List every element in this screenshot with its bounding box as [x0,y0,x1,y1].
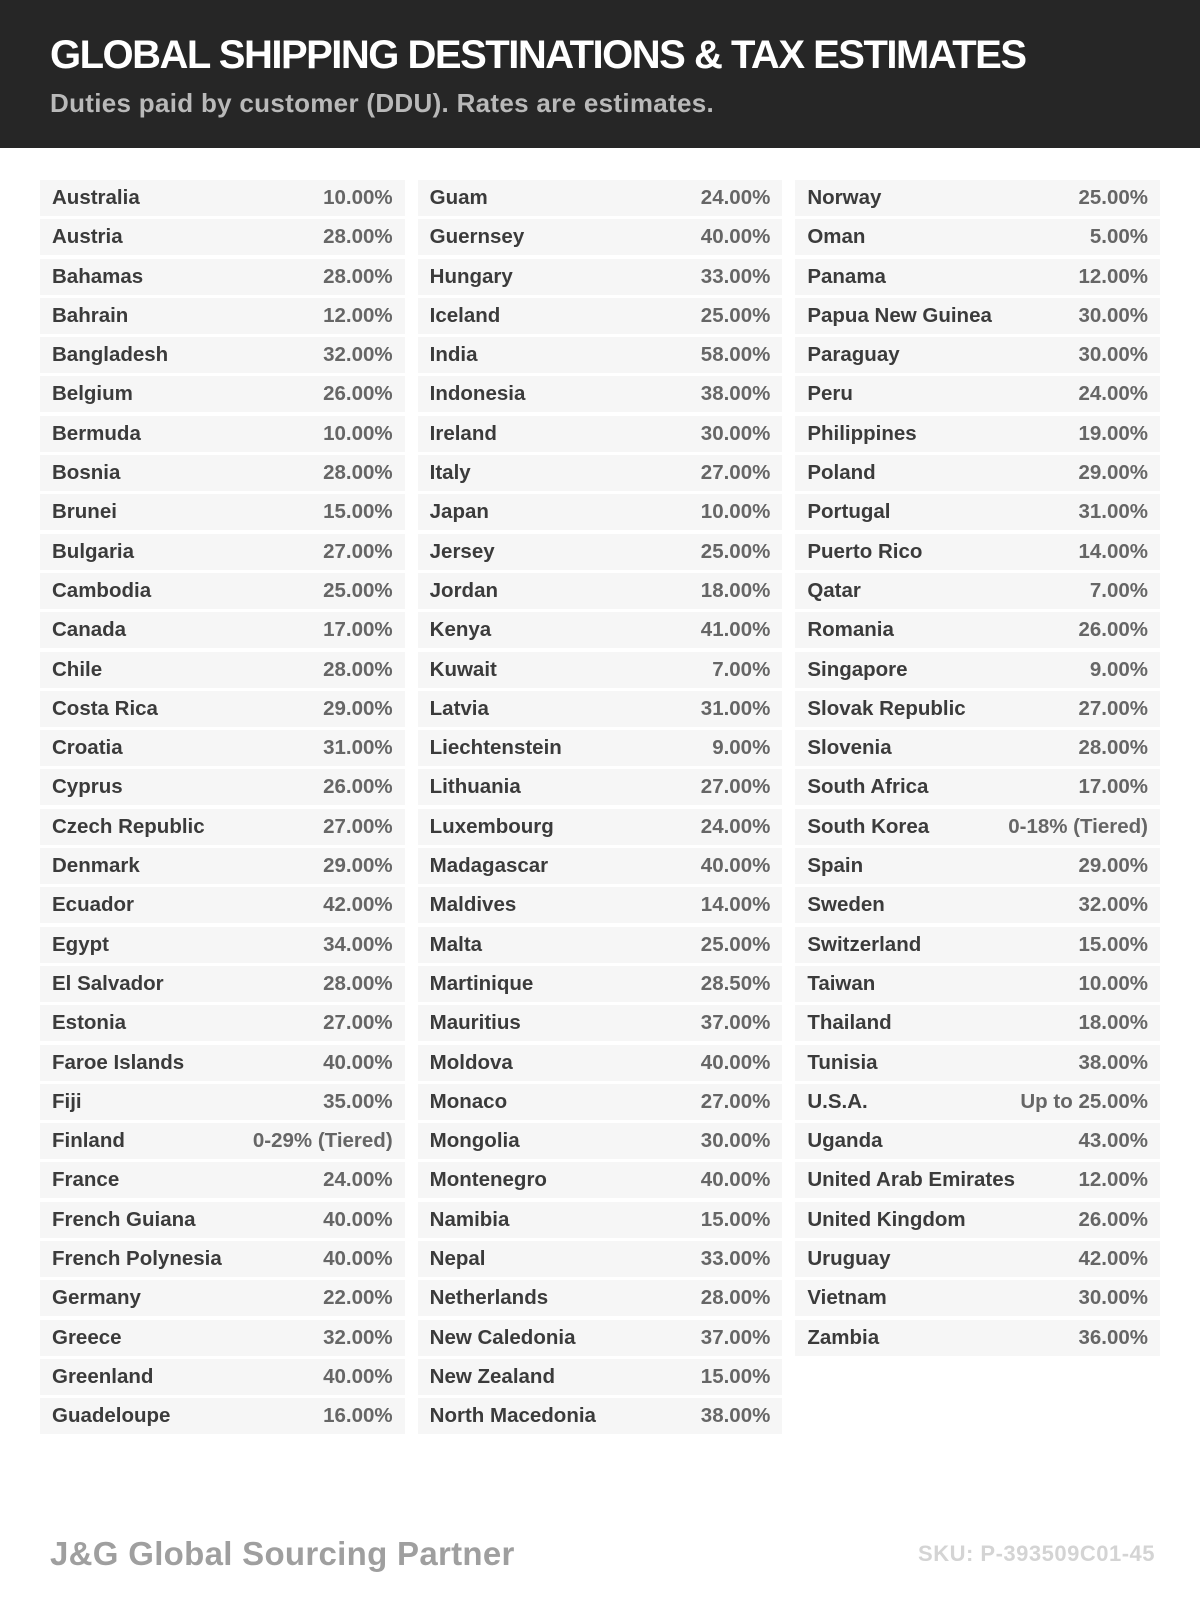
rate-row [795,927,1160,963]
country-name: Namibia [429,1207,510,1231]
country-name: Vietnam [807,1286,887,1310]
country-name: Moldova [429,1050,513,1074]
country-name: Czech Republic [52,814,205,838]
tax-rate: 12.00% [323,303,393,327]
country-name: France [52,1168,120,1192]
country-name: Germany [52,1286,141,1310]
country-name: Belgium [52,382,133,406]
tax-rate: 25.00% [700,303,771,327]
tax-rate: 35.00% [323,1089,393,1113]
tax-rate: 42.00% [1078,1247,1148,1271]
tax-rate: 7.00% [1089,578,1148,602]
tax-rate: 18.00% [1078,1011,1148,1035]
country-name: Mongolia [429,1129,520,1153]
tax-rate: 33.00% [700,1247,771,1271]
country-name: Bahamas [52,264,144,288]
tax-rate: 42.00% [323,893,393,917]
rate-row [795,1320,1160,1356]
rate-row [40,337,405,373]
rate-row [40,691,405,727]
rate-row [418,1359,783,1395]
tax-rate: 29.00% [323,696,393,720]
country-name: Philippines [807,421,917,445]
country-name: Faroe Islands [52,1050,185,1074]
rates-column-third [795,180,1160,1438]
tax-rate: 26.00% [1078,1207,1148,1231]
country-name: Estonia [52,1011,127,1035]
country-name: Ecuador [52,893,135,917]
rate-row [795,1162,1160,1198]
tax-rate: 10.00% [323,186,393,209]
tax-rate: 27.00% [323,814,393,838]
country-name: Monaco [429,1089,508,1113]
country-name: Poland [807,461,876,485]
country-name: Kuwait [429,657,497,681]
country-name: Australia [52,186,140,209]
rate-row [418,416,783,452]
tax-rate: 32.00% [1078,893,1148,917]
rate-row [418,298,783,334]
country-name: Canada [52,618,127,642]
rate-row [40,180,405,216]
country-name: Denmark [52,854,140,878]
country-name: Jordan [429,578,499,602]
country-name: Guernsey [429,225,525,249]
tax-rate: 37.00% [700,1325,771,1349]
tax-rate: 26.00% [323,775,393,799]
country-name: Kenya [429,618,492,642]
rate-row [418,1123,783,1159]
country-name: United Arab Emirates [807,1168,1016,1192]
country-name: Japan [429,500,489,524]
tax-rate: 28.00% [323,461,393,485]
tax-rate: 25.00% [1078,186,1148,209]
tax-rate: 9.00% [1089,657,1148,681]
country-name: Liechtenstein [429,736,562,760]
rate-row [795,652,1160,688]
rate-row [795,730,1160,766]
tax-rate: 14.00% [700,893,771,917]
country-name: Jersey [429,539,495,563]
tax-rate: 26.00% [323,382,393,406]
rate-row [40,652,405,688]
tax-rate: 10.00% [1078,971,1148,995]
country-name: Romania [807,618,894,642]
tax-rate: 27.00% [323,1011,393,1035]
tax-rate: 40.00% [323,1050,393,1074]
rate-row [40,298,405,334]
country-name: Spain [807,854,864,878]
tax-rate: 27.00% [700,775,771,799]
country-name: India [429,343,478,367]
rate-row [418,376,783,412]
country-name: Egypt [52,932,109,956]
rate-row [40,1123,405,1159]
rate-row [795,219,1160,255]
country-name: Finland [52,1129,125,1153]
country-name: Mauritius [429,1011,521,1035]
country-name: Indonesia [429,382,526,406]
rate-row [795,1084,1160,1120]
country-name: Fiji [52,1089,82,1113]
country-name: Martinique [429,971,534,995]
tax-rate: 26.00% [1078,618,1148,642]
rate-row [795,494,1160,530]
rate-row [418,809,783,845]
rate-row [795,691,1160,727]
rate-row [40,534,405,570]
country-name: Lithuania [429,775,521,799]
tax-rate: 40.00% [700,854,771,878]
tax-rate: 22.00% [323,1286,393,1310]
country-name: Guam [429,186,488,209]
rate-row [40,612,405,648]
rate-row [795,573,1160,609]
rates-column-first [40,180,405,1438]
country-name: Austria [52,225,123,249]
tax-rate: 30.00% [1078,343,1148,367]
tax-rate: 25.00% [700,932,771,956]
tax-rate: 24.00% [700,814,771,838]
country-name: New Caledonia [429,1325,576,1349]
country-name: Panama [807,264,886,288]
rate-row [40,1045,405,1081]
country-name: Bahrain [52,303,129,327]
tax-rate: 28.00% [323,971,393,995]
country-name: Ireland [429,421,497,445]
tax-rate: 10.00% [700,500,771,524]
tax-rate: 37.00% [700,1011,771,1035]
tax-rate: 10.00% [323,421,393,445]
tax-rate: 36.00% [1078,1325,1148,1349]
tax-rate: 16.00% [323,1404,393,1428]
rate-row [418,1241,783,1277]
rate-row [418,966,783,1002]
tax-rate: 38.00% [1078,1050,1148,1074]
rate-row [40,416,405,452]
tax-rate: 25.00% [323,578,393,602]
rate-row [418,730,783,766]
country-name: Italy [429,461,471,485]
tax-rate: 38.00% [700,1404,771,1428]
rate-row [795,416,1160,452]
rate-row [418,848,783,884]
country-name: El Salvador [52,971,164,995]
country-name: Sweden [807,893,885,917]
rate-row [40,573,405,609]
rate-row [795,1202,1160,1238]
rate-row [418,494,783,530]
tax-rate: 24.00% [1078,382,1148,406]
tax-rate: 15.00% [700,1364,771,1388]
country-name: Madagascar [429,854,549,878]
tax-rate: 12.00% [1078,1168,1148,1192]
tax-rate: 24.00% [323,1168,393,1192]
rate-row [40,769,405,805]
country-name: South Korea [807,814,930,838]
country-name: Paraguay [807,343,900,367]
rate-row [795,534,1160,570]
rate-row [795,1241,1160,1277]
tax-rate: 32.00% [323,343,393,367]
rate-row [40,1005,405,1041]
rate-row [418,1202,783,1238]
tax-rate: 18.00% [700,578,771,602]
rate-row [40,455,405,491]
country-name: Portugal [807,500,891,524]
rate-row [418,691,783,727]
country-name: Zambia [807,1325,880,1349]
tax-rate: 7.00% [712,657,771,681]
brand-name: J&G Global Sourcing Partner [50,1535,515,1572]
tax-rate: 34.00% [323,932,393,956]
country-name: Qatar [807,578,861,602]
country-name: Slovak Republic [807,696,966,720]
rate-row [418,180,783,216]
rate-row [40,1359,405,1395]
tax-rate: 31.00% [323,736,393,760]
rate-row [418,1398,783,1434]
sku-label: SKU: P-393509C01-45 [918,1541,1155,1566]
country-name: Bosnia [52,461,121,485]
tax-rate: 15.00% [700,1207,771,1231]
country-name: Maldives [429,893,517,917]
country-name: Latvia [429,696,489,720]
rate-row [795,180,1160,216]
tax-rate: 30.00% [700,1129,771,1153]
tax-rate: 58.00% [700,343,771,367]
rate-row [795,1123,1160,1159]
tax-rate: 9.00% [712,736,771,760]
tax-rate: Up to 25.00% [1020,1089,1148,1113]
tax-rate: 29.00% [1078,854,1148,878]
country-name: Cambodia [52,578,152,602]
rate-row [795,1005,1160,1041]
country-name: Malta [429,932,483,956]
page-subtitle: Duties paid by customer (DDU). Rates are estimates. [50,88,715,118]
country-name: French Guiana [52,1207,196,1231]
rate-row [40,1398,405,1434]
country-name: Chile [52,657,103,681]
rates-table [40,180,1160,1438]
country-name: Nepal [429,1247,486,1271]
country-name: Uruguay [807,1247,891,1271]
tax-rate: 28.50% [700,971,771,995]
tax-rate: 31.00% [1078,500,1148,524]
country-name: United Kingdom [807,1207,966,1231]
rate-row [40,1280,405,1316]
tax-rate: 17.00% [1078,775,1148,799]
tax-rate: 40.00% [700,225,771,249]
rate-row [418,259,783,295]
tax-rate: 15.00% [323,500,393,524]
header-banner [0,0,1200,148]
tax-rate: 24.00% [700,186,771,209]
tax-rate: 19.00% [1078,421,1148,445]
rate-row [418,219,783,255]
tax-rate: 40.00% [700,1050,771,1074]
country-name: Papua New Guinea [807,303,992,327]
rate-row [418,1280,783,1316]
page-title: GLOBAL SHIPPING DESTINATIONS & TAX ESTIMATES [50,33,1026,77]
rate-row [795,612,1160,648]
country-name: Bulgaria [52,539,135,563]
country-name: Guadeloupe [52,1404,171,1428]
rate-row [795,887,1160,923]
country-name: Bermuda [52,421,141,445]
country-name: Peru [807,382,853,406]
tax-rate: 30.00% [1078,303,1148,327]
country-name: Netherlands [429,1286,549,1310]
tax-rate: 28.00% [323,264,393,288]
rate-row [418,887,783,923]
tax-rate: 25.00% [700,539,771,563]
rate-row [418,337,783,373]
tax-rate: 40.00% [700,1168,771,1192]
rate-row [418,612,783,648]
rate-row [40,376,405,412]
rate-row [40,219,405,255]
tax-rate: 27.00% [700,461,771,485]
tax-rate: 27.00% [323,539,393,563]
rates-column-second [418,180,783,1438]
rate-row [40,1162,405,1198]
rate-row [40,1320,405,1356]
tax-rate: 12.00% [1078,264,1148,288]
rate-row [418,1005,783,1041]
country-name: Bangladesh [52,343,169,367]
country-name: Taiwan [807,971,876,995]
country-name: Greece [52,1325,122,1349]
rate-row [418,534,783,570]
rate-row [795,298,1160,334]
tax-rate: 29.00% [323,854,393,878]
country-name: Norway [807,186,882,209]
country-name: Greenland [52,1364,154,1388]
rate-row [40,927,405,963]
rate-row [418,573,783,609]
rate-row [795,1280,1160,1316]
tax-rate: 30.00% [700,421,771,445]
rate-row [795,966,1160,1002]
tax-rate: 40.00% [323,1364,393,1388]
rate-row [795,259,1160,295]
rate-row [795,337,1160,373]
tax-rate: 40.00% [323,1247,393,1271]
rate-row [40,966,405,1002]
country-name: Montenegro [429,1168,547,1192]
rate-row [40,494,405,530]
rate-row [418,455,783,491]
rate-row [795,809,1160,845]
country-name: Uganda [807,1129,883,1153]
country-name: Puerto Rico [807,539,923,563]
country-name: Slovenia [807,736,892,760]
rate-row [418,652,783,688]
country-name: South Africa [807,775,929,799]
country-name: Luxembourg [429,814,554,838]
tax-rate: 30.00% [1078,1286,1148,1310]
tax-rate: 33.00% [700,264,771,288]
tax-rate: 43.00% [1078,1129,1148,1153]
tax-rate: 31.00% [700,696,771,720]
rate-row [418,1084,783,1120]
rate-row [40,887,405,923]
tax-rate: 0-18% (Tiered) [1008,814,1148,838]
tax-rate: 28.00% [1078,736,1148,760]
tax-rate: 40.00% [323,1207,393,1231]
country-name: Croatia [52,736,123,760]
tax-rate: 29.00% [1078,461,1148,485]
tax-rate: 27.00% [700,1089,771,1113]
country-name: Singapore [807,657,908,681]
country-name: U.S.A. [807,1089,868,1113]
tax-rate: 28.00% [700,1286,771,1310]
rate-row [418,1162,783,1198]
rate-row [40,1084,405,1120]
rate-row [40,730,405,766]
country-name: Brunei [52,500,117,524]
tax-rate: 32.00% [323,1325,393,1349]
rate-row [418,1045,783,1081]
rate-row [795,769,1160,805]
rate-row [418,927,783,963]
country-name: North Macedonia [429,1404,596,1428]
country-name: French Polynesia [52,1247,222,1271]
country-name: Thailand [807,1011,892,1035]
rate-row [418,769,783,805]
tax-rate: 28.00% [323,225,393,249]
rate-row [795,376,1160,412]
tax-rate: 0-29% (Tiered) [252,1129,393,1153]
country-name: Hungary [429,264,513,288]
rate-row [40,809,405,845]
country-name: Iceland [429,303,501,327]
rate-row [795,455,1160,491]
tax-rate: 5.00% [1089,225,1148,249]
country-name: Switzerland [807,932,922,956]
rate-row [40,848,405,884]
rate-row [795,1045,1160,1081]
rate-row [418,1320,783,1356]
tax-rate: 17.00% [323,618,393,642]
rate-row [40,259,405,295]
country-name: Tunisia [807,1050,878,1074]
tax-rate: 38.00% [700,382,771,406]
country-name: Cyprus [52,775,123,799]
tax-rate: 41.00% [700,618,771,642]
tax-rate: 15.00% [1078,932,1148,956]
rate-row [795,848,1160,884]
country-name: Costa Rica [52,696,158,720]
rate-row [40,1202,405,1238]
footer [50,1535,1155,1573]
tax-rate: 27.00% [1078,696,1148,720]
tax-rate: 28.00% [323,657,393,681]
rate-row [40,1241,405,1277]
country-name: Oman [807,225,866,249]
country-name: New Zealand [429,1364,555,1388]
tax-rate: 14.00% [1078,539,1148,563]
